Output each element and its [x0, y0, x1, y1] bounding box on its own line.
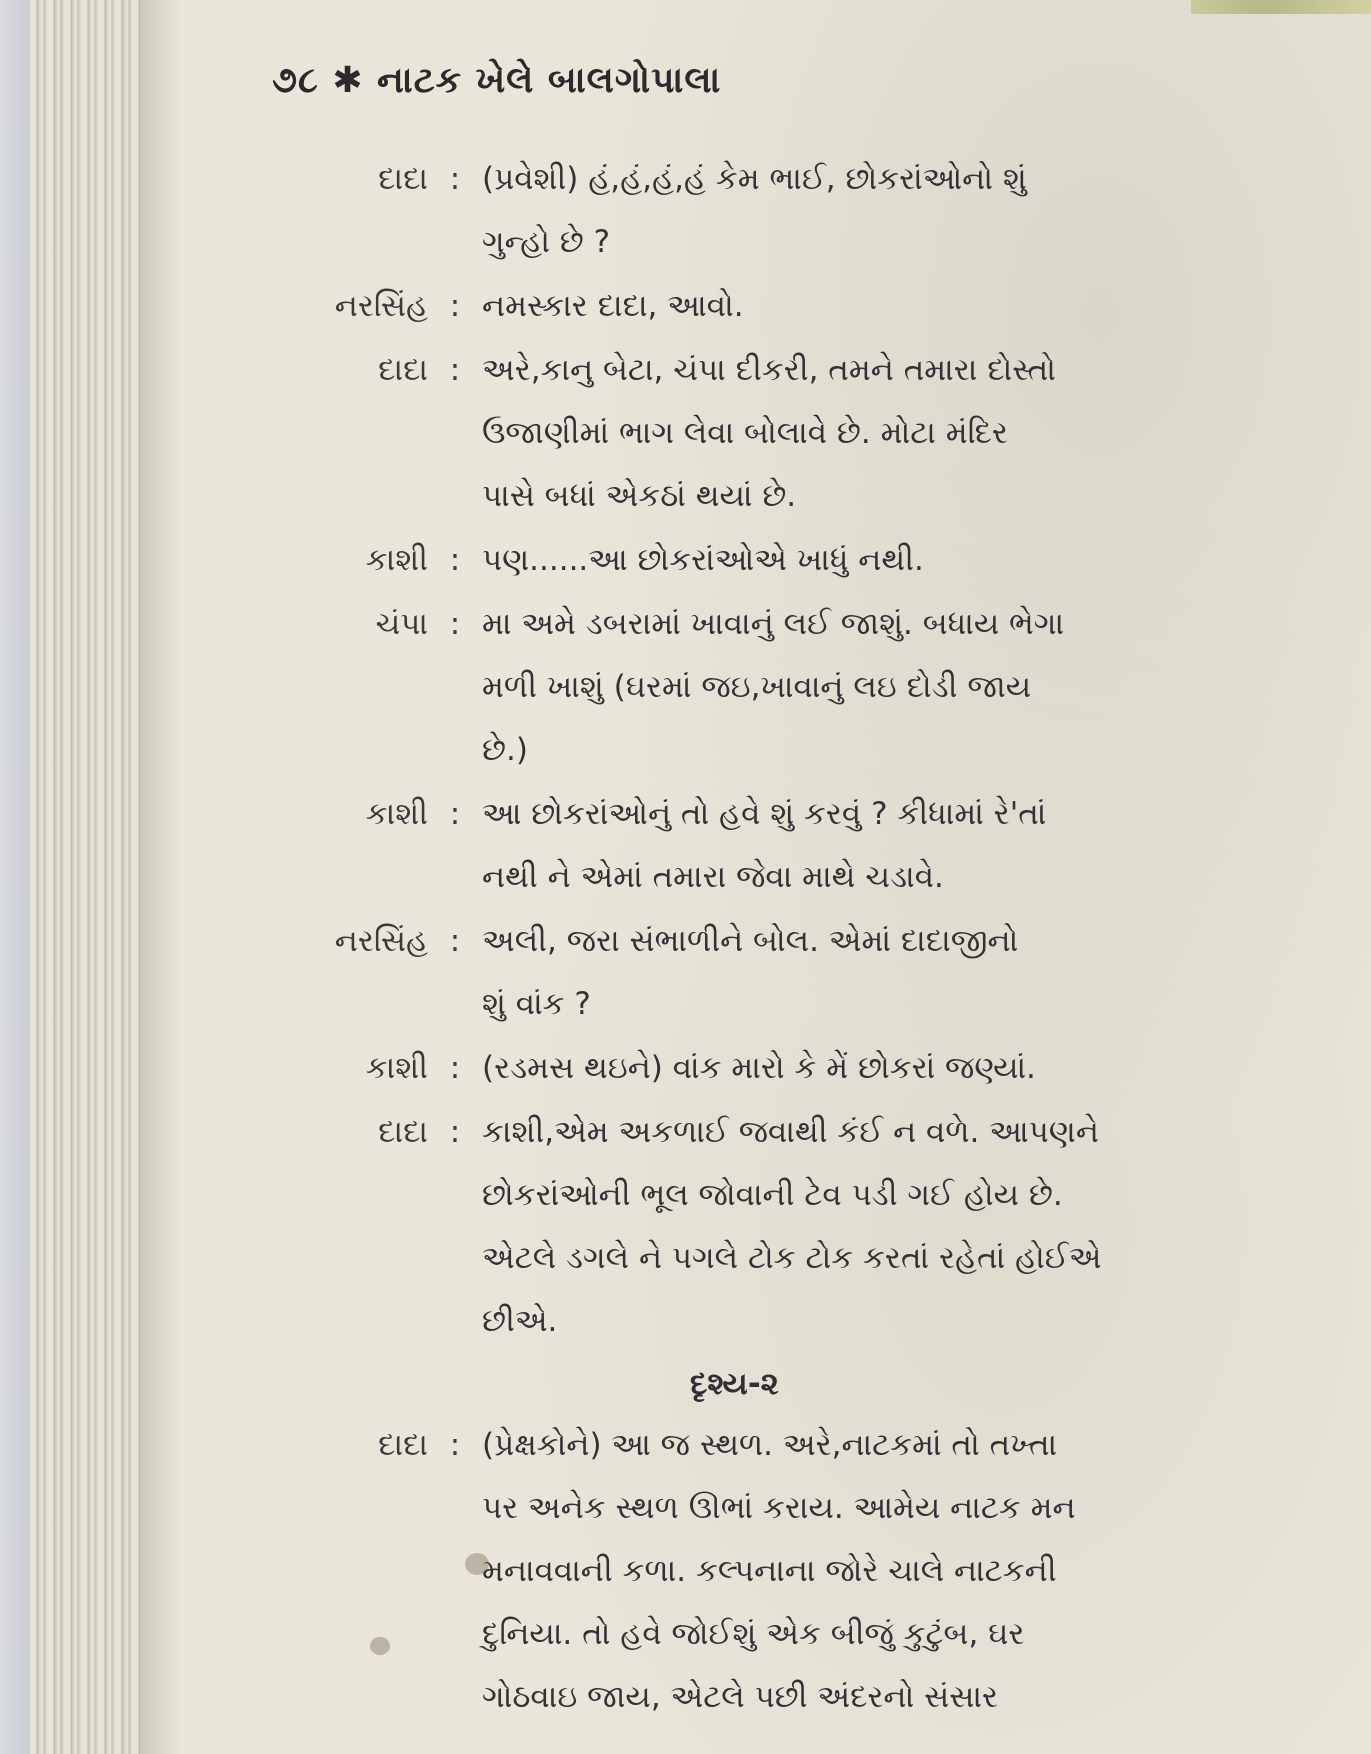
page-header: ૭૮ ✱ નાટક ખેલે બાલગોપાલા — [272, 60, 722, 101]
dialogue-line: નથી ને એમાં તમારા જેવા માથે ચડાવે. — [482, 859, 944, 895]
dialogue-line: છીએ. — [482, 1303, 558, 1339]
dialogue-line: એટલે ડગલે ને પગલે ટોક ટોક કરતાં રહેતાં હોઈએ — [482, 1240, 1102, 1276]
speaker-name: દાદા — [378, 352, 428, 388]
dialogue-row — [0, 275, 1371, 338]
dialogue-row — [0, 1414, 1371, 1729]
speaker-name: દાદા — [378, 1114, 428, 1150]
speaker-separator: : — [449, 923, 461, 959]
dialogue-row — [0, 148, 1371, 274]
dialogue-line: દુનિયા. તો હવે જોઈશું એક બીજું કુટુંબ, ઘર — [482, 1616, 1025, 1652]
scene-heading: દૃશ્ય-૨ — [690, 1366, 779, 1402]
cover-corner — [1191, 0, 1371, 14]
dialogue-line: અરે,કાનુ બેટા, ચંપા દીકરી, તમને તમારા દોસ્તો — [482, 352, 1056, 388]
speaker-name: કાશી — [365, 542, 428, 578]
dialogue-line: અલી, જરા સંભાળીને બોલ. એમાં દાદાજીનો — [482, 923, 1019, 959]
dialogue-line: શું વાંક ? — [482, 986, 591, 1022]
dialogue-section — [0, 148, 1371, 1730]
speaker-separator: : — [449, 1427, 461, 1463]
speaker-separator: : — [449, 542, 461, 578]
dialogue-line: છે.) — [482, 732, 528, 768]
speaker-separator: : — [449, 352, 461, 388]
dialogue-line: મા અમે ડબરામાં ખાવાનું લઈ જાશું. બધાય ભેગા — [482, 606, 1065, 642]
dialogue-line: ગુન્હો છે ? — [482, 224, 611, 260]
dialogue-text — [482, 910, 1202, 1036]
dialogue-row — [0, 783, 1371, 909]
dialogue-text — [482, 783, 1202, 909]
dialogue-line: (રડમસ થઇને) વાંક મારો કે મેં છોકરાં જણ્યાં. — [482, 1050, 1036, 1086]
dialogue-row — [0, 1037, 1371, 1100]
dialogue-text — [482, 593, 1202, 782]
dialogue-line: મળી ખાશું (ઘરમાં જઇ,ખાવાનું લઇ દોડી જાય — [482, 669, 1032, 705]
speaker-name: કાશી — [365, 796, 428, 832]
dialogue-row — [0, 529, 1371, 592]
dialogue-text — [482, 275, 1202, 338]
speaker-name: કાશી — [365, 1050, 428, 1086]
dialogue-line: મનાવવાની કળા. કલ્પનાના જોરે ચાલે નાટકની — [482, 1553, 1057, 1589]
dialogue-line: (પ્રવેશી) હં,હં,હં,હં કેમ ભાઈ, છોકરાંઓનો શું — [482, 161, 1027, 197]
dialogue-text — [482, 1101, 1202, 1353]
dialogue-line: છોકરાંઓની ભૂલ જોવાની ટેવ પડી ગઈ હોય છે. — [482, 1177, 1063, 1213]
dialogue-line: નમસ્કાર દાદા, આવો. — [482, 288, 744, 324]
speaker-separator: : — [449, 288, 461, 324]
dialogue-text — [482, 339, 1202, 528]
dialogue-line: ઉજાણીમાં ભાગ લેવા બોલાવે છે. મોટા મંદિર — [482, 415, 1008, 451]
speaker-separator: : — [449, 1050, 461, 1086]
speaker-separator: : — [449, 161, 461, 197]
speaker-name: દાદા — [378, 161, 428, 197]
dialogue-line: આ છોકરાંઓનું તો હવે શું કરવું ? કીધામાં રે'તાં — [482, 796, 1047, 832]
speaker-name: દાદા — [378, 1427, 428, 1463]
dialogue-line: પર અનેક સ્થળ ઊભાં કરાય. આમેય નાટક મન — [482, 1490, 1076, 1526]
speaker-name: ચંપા — [375, 606, 428, 642]
dialogue-row — [0, 339, 1371, 528]
dialogue-text — [482, 148, 1202, 274]
dialogue-line: ગોઠવાઇ જાય, એટલે પછી અંદરનો સંસાર — [482, 1679, 998, 1715]
dialogue-row — [0, 910, 1371, 1036]
speaker-name: નરસિંહ — [334, 288, 428, 324]
speaker-separator: : — [449, 1114, 461, 1150]
dialogue-text — [482, 529, 1202, 592]
dialogue-row — [0, 1101, 1371, 1353]
dialogue-row — [0, 593, 1371, 782]
speaker-name: નરસિંહ — [334, 923, 428, 959]
dialogue-line: પાસે બધાં એકઠાં થયાં છે. — [482, 478, 797, 514]
dialogue-line: કાશી,એમ અકળાઈ જવાથી કંઈ ન વળે. આપણને — [482, 1114, 1099, 1150]
dialogue-text — [482, 1414, 1202, 1729]
speaker-separator: : — [449, 796, 461, 832]
dialogue-line: પણ......આ છોકરાંઓએ ખાધું નથી. — [482, 542, 924, 578]
dialogue-text — [482, 1037, 1202, 1100]
speaker-separator: : — [449, 606, 461, 642]
dialogue-line: (પ્રેક્ષકોને) આ જ સ્થળ. અરે,નાટકમાં તો તખ્તા — [482, 1427, 1058, 1463]
